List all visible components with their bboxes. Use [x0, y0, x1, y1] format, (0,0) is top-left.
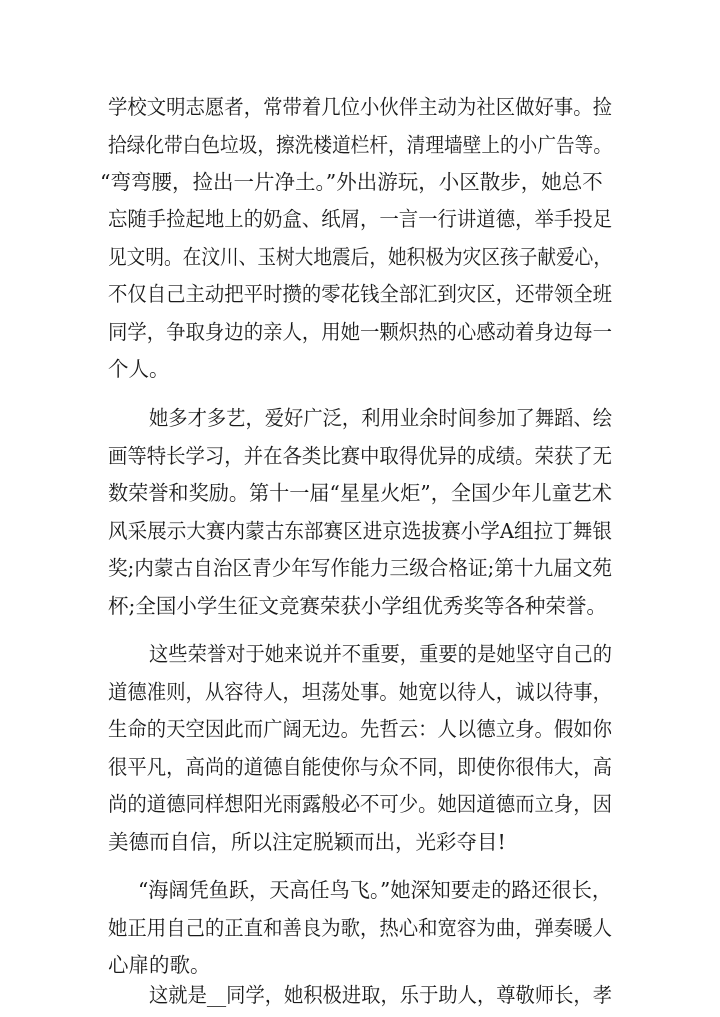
- text-line: 不仅自己主动把平时攒的零花钱全部汇到灾区，还带领全班: [108, 282, 612, 306]
- text-line: 她多才多艺，爱好广泛，利用业余时间参加了舞蹈、绘: [149, 406, 612, 430]
- text-line: 这些荣誉对于她来说并不重要，重要的是她坚守自己的: [149, 642, 612, 666]
- text-line: 她正用自己的正直和善良为歌，热心和宽容为曲，弹奏暖人: [108, 916, 612, 940]
- text-line: 风采展示大赛内蒙古东部赛区进京选拔赛小学A组拉丁舞银: [108, 519, 612, 543]
- text-line: 很平凡，高尚的道德自能使你与众不同，即使你很伟大，高: [108, 755, 612, 779]
- text-line: 奖;内蒙古自治区青少年写作能力三级合格证;第十九届文苑: [108, 556, 612, 580]
- text-line: 这就是__同学，她积极进取，乐于助人，尊敬师长，孝: [149, 983, 612, 1007]
- text-line: “弯弯腰，捡出一片净土。”外出游玩，小区散步，她总不: [100, 170, 603, 194]
- text-line: 尚的道德同样想阳光雨露般必不可少。她因道德而立身，因: [108, 792, 612, 816]
- text-line: 数荣誉和奖励。第十一届“星星火炬”，全国少年儿童艺术: [108, 481, 612, 505]
- text-line: 个人。: [108, 357, 170, 381]
- text-line: “海阔凭鱼跃，天高任鸟飞。”她深知要走的路还很长，: [138, 878, 612, 902]
- text-line: 同学，争取身边的亲人，用她一颗炽热的心感动着身边每一: [108, 320, 612, 344]
- text-line: 生命的天空因此而广阔无边。先哲云：人以德立身。假如你: [108, 717, 612, 741]
- text-line: 忘随手捡起地上的奶盒、纸屑，一言一行讲道德，举手投足: [108, 207, 612, 231]
- text-line: 拾绿化带白色垃圾，擦洗楼道栏杆，清理墙壁上的小广告等。: [108, 133, 612, 157]
- text-line: 见文明。在汶川、玉树大地震后，她积极为灾区孩子献爱心，: [108, 245, 612, 269]
- text-line: 杯;全国小学生征文竞赛荣获小学组优秀奖等各种荣誉。: [108, 594, 607, 618]
- text-line: 美德而自信，所以注定脱颖而出，光彩夺目!: [108, 830, 506, 854]
- text-line: 道德准则，从容待人，坦荡处事。她宽以待人，诚以待事，: [108, 680, 612, 704]
- text-line: 画等特长学习，并在各类比赛中取得优异的成绩。荣获了无: [108, 444, 612, 468]
- text-line: 学校文明志愿者，常带着几位小伙伴主动为社区做好事。捡: [108, 95, 612, 119]
- text-line: 心扉的歌。: [108, 953, 211, 977]
